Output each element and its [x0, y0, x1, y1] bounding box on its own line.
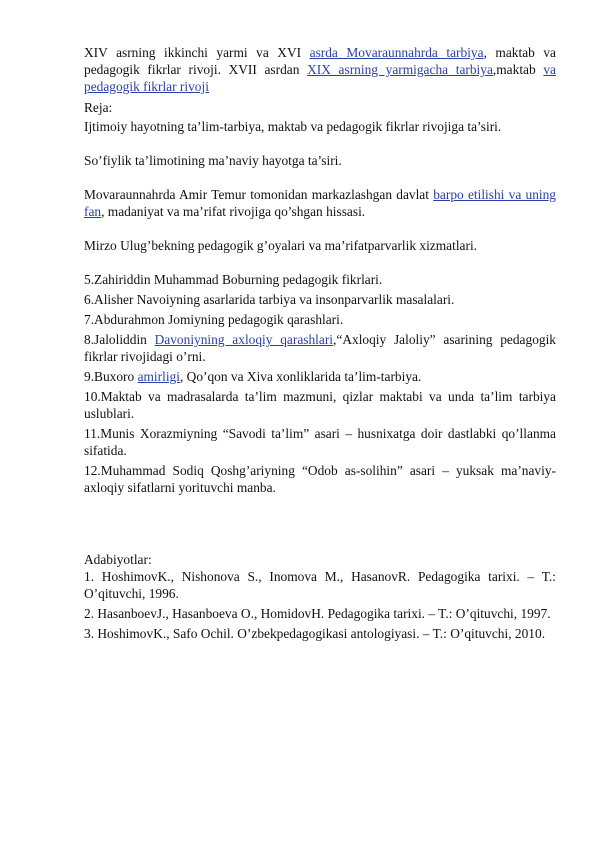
plan-item-11: 11.Munis Xorazmiyning “Savodi ta’lim” asari – husnixatga doir dastlabki qo’llanma sifatida.	[84, 426, 556, 458]
link-xix-asr-tarbiya[interactable]: XIX asrning yarmigacha tarbiya	[307, 62, 493, 77]
reference-2: 2. HasanboevJ., Hasanboeva O., HomidovH. Pedagogika tarixi. – T.: O’qituvchi, 1997.	[84, 606, 551, 621]
link-movaraunnahr-tarbiya[interactable]: asrda Movaraunnahrda tarbiya	[309, 45, 484, 60]
plan-item-8-text-a: 8.Jaloliddin	[84, 332, 155, 347]
plan-item-9-text-a: 9.Buxoro	[84, 369, 138, 384]
document-page	[84, 44, 556, 642]
link-davoniy-axloqiy[interactable]: Davoniyning axloqiy qarashlari	[154, 332, 334, 347]
plan-item-3-text-b: , madaniyat va ma’rifat rivojiga qo’shgan hissasi.	[101, 204, 366, 219]
plan-heading: Reja:	[84, 100, 113, 115]
plan-item-12: 12.Muhammad Sodiq Qoshg’ariyning “Odob as-solihin” asari – yuksak ma’naviy-axloqiy sifatlarni yorituvchi manba.	[84, 463, 556, 495]
plan-item-10: 10.Maktab va madrasalarda ta’lim mazmuni, qizlar maktabi va unda ta’lim tarbiya uslublari.	[84, 389, 556, 421]
link-pedagogik-fikrlar[interactable]: va pedagogik fikrlar rivoji	[84, 62, 556, 94]
plan-item-2: So’fiylik ta’limotining ma’naviy hayotga ta’siri.	[84, 153, 342, 168]
plan-item-9-text-b: , Qo’qon va Xiva xonliklarida ta’lim-tarbiya.	[179, 369, 422, 384]
plan-item-3	[84, 186, 556, 220]
intro-text-1: XIV asrning ikkinchi yarmi va XVI	[84, 45, 310, 60]
intro-paragraph	[84, 44, 556, 95]
plan-item-9	[84, 368, 556, 385]
reference-1: 1. HoshimovK., Nishonova S., Inomova M., HasanovR. Pedagogika tarixi. – T.: O’qituvchi, 1996.	[84, 569, 556, 601]
plan-item-7: 7.Abdurahmon Jomiyning pedagogik qarashlari.	[84, 312, 344, 327]
plan-item-6: 6.Alisher Navoiyning asarlarida tarbiya va insonparvarlik masalalari.	[84, 292, 455, 307]
plan-item-8	[84, 331, 556, 365]
plan-item-5: 5.Zahiriddin Muhammad Boburning pedagogik fikrlari.	[84, 272, 383, 287]
intro-text-2: , maktab va pedagogik fikrlar rivoji. XVII asrdan	[84, 45, 556, 77]
link-barpo-etilishi[interactable]: barpo etilishi va uning fan	[84, 187, 556, 219]
plan-item-3-text-a: Movaraunnahrda Amir Temur tomonidan markazlashgan davlat	[84, 187, 434, 202]
intro-text-3: ,maktab	[492, 62, 544, 77]
link-amirligi[interactable]: amirligi	[137, 369, 180, 384]
plan-item-4: Mirzo Ulug’bekning pedagogik g’oyalari va ma’rifatparvarlik xizmatlari.	[84, 238, 478, 253]
reference-3: 3. HoshimovK., Safo Ochil. O’zbekpedagogikasi antologiyasi. – T.: O’qituvchi, 2010.	[84, 626, 546, 641]
references-heading: Adabiyotlar:	[84, 552, 152, 567]
plan-item-1: Ijtimoiy hayotning ta’lim-tarbiya, maktab va pedagogik fikrlar rivojiga ta’siri.	[84, 119, 502, 134]
plan-item-8-text-b: ,“Axloqiy Jaloliy” asarining pedagogik fikrlar rivojidagi o’rni.	[84, 332, 556, 364]
